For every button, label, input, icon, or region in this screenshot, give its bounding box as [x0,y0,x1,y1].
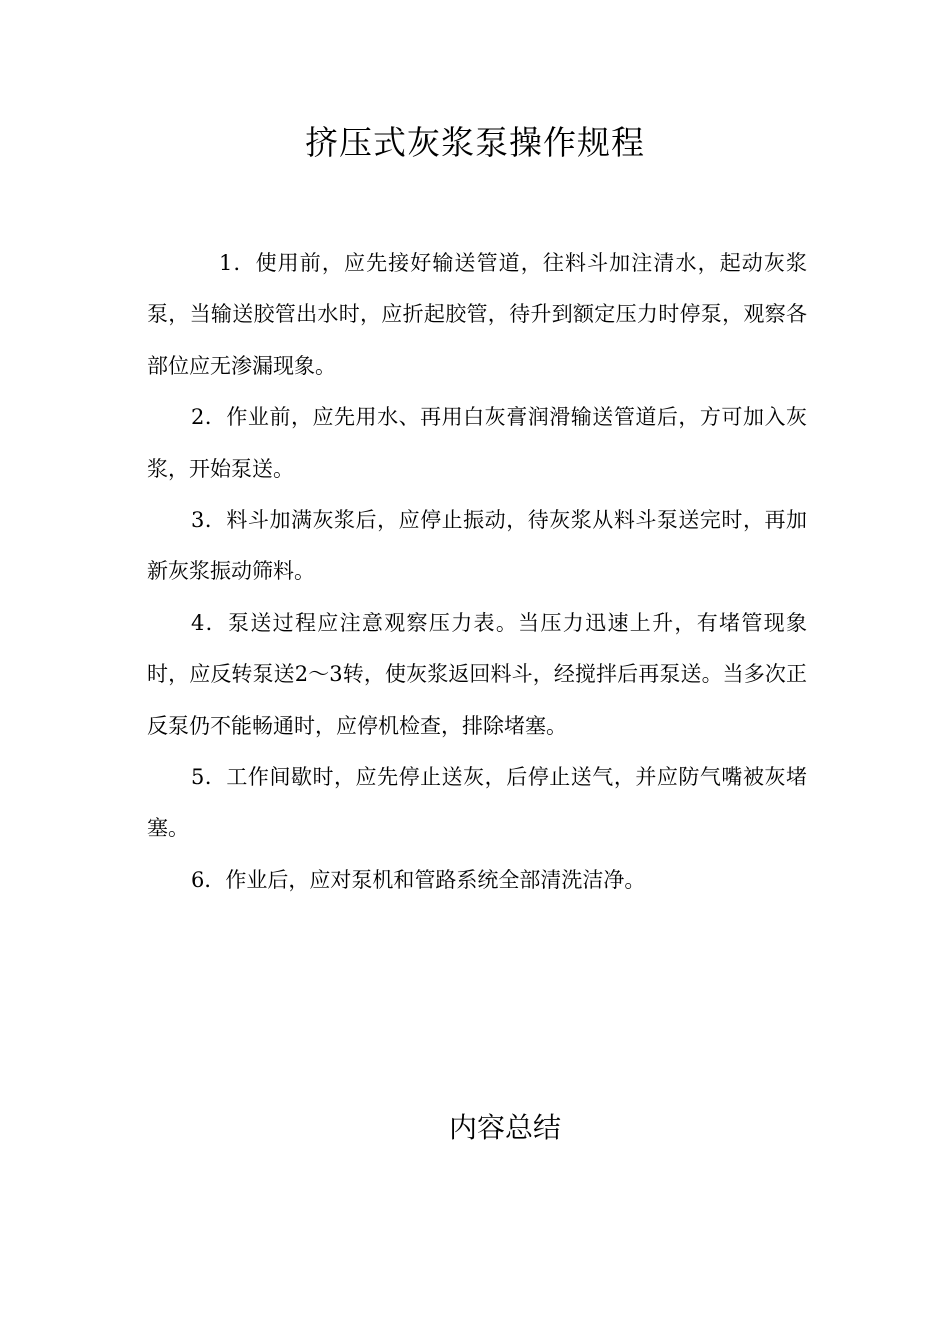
paragraph-4: 4．泵送过程应注意观察压力表。当压力迅速上升，有堵管现象时，应反转泵送2～3转，使灰浆返回料斗，经搅拌后再泵送。当多次正反泵仍不能畅通时，应停机检查，排除堵塞。 [147,610,807,738]
document-title: 挤压式灰浆泵操作规程 [305,123,645,162]
paragraph-1: 1．使用前，应先接好输送管道，往料斗加注清水，起动灰浆泵，当输送胶管出水时，应折起胶管，待升到额定压力时停泵，观察各部位应无渗漏现象。 [147,251,807,378]
paragraph-6: 6．作业后，应对泵机和管路系统全部清洗洁净。 [191,867,646,892]
summary-heading: 内容总结 [448,1111,561,1144]
paragraph-2: 2．作业前，应先用水、再用白灰膏润滑输送管道后，方可加入灰浆，开始泵送。 [147,405,807,481]
paragraph-3: 3．料斗加满灰浆后，应停止振动，待灰浆从料斗泵送完时，再加新灰浆振动筛料。 [147,508,807,584]
paragraph-5: 5．工作间歇时，应先停止送灰，后停止送气，并应防气嘴被灰堵塞。 [147,765,807,841]
document-body [147,238,807,906]
